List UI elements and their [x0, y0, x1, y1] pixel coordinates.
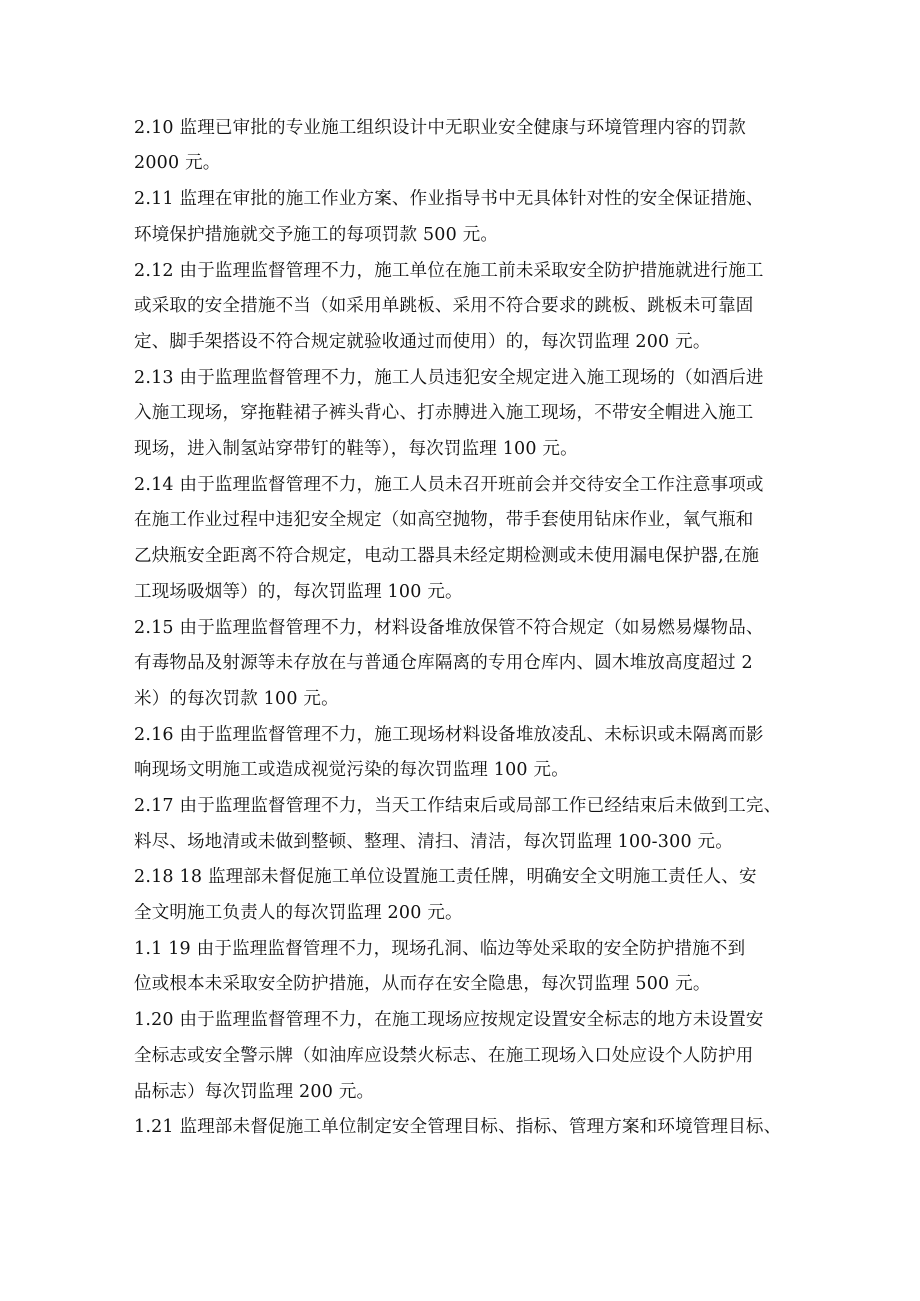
text-line: 或采取的安全措施不当（如采用单跳板、采用不符合要求的跳板、跳板未可靠固	[134, 296, 754, 316]
text-line: 1.1 19 由于监理监督管理不力，现场孔洞、临边等处采取的安全防护措施不到	[134, 939, 746, 959]
text-line: 2.15 由于监理监督管理不力，材料设备堆放保管不符合规定（如易燃易爆物品、	[134, 618, 764, 638]
text-line: 2.14 由于监理监督管理不力，施工人员未召开班前会并交待安全工作注意事项或	[134, 475, 764, 495]
text-line: 1.21 监理部未督促施工单位制定安全管理目标、指标、管理方案和环境管理目标、	[134, 1117, 782, 1137]
text-line: 乙炔瓶安全距离不符合规定，电动工器具未经定期检测或未使用漏电保护器,在施	[134, 546, 760, 566]
text-line: 环境保护措施就交予施工的每项罚款 500 元。	[134, 225, 499, 245]
text-line: 在施工作业过程中违犯安全规定（如高空抛物，带手套使用钻床作业，氧气瓶和	[134, 510, 754, 530]
text-line: 2.17 由于监理监督管理不力，当天工作结束后或局部工作已经结束后未做到工完、	[134, 796, 782, 816]
text-line: 全文明施工负责人的每次罚监理 200 元。	[134, 903, 463, 923]
text-line: 2.12 由于监理监督管理不力，施工单位在施工前未采取安全防护措施就进行施工	[134, 261, 764, 281]
text-line: 米）的每次罚款 100 元。	[134, 689, 339, 709]
text-line: 定、脚手架搭设不符合规定就验收通过而使用）的，每次罚监理 200 元。	[134, 332, 711, 352]
text-line: 2.10 监理已审批的专业施工组织设计中无职业安全健康与环境管理内容的罚款	[134, 118, 746, 138]
text-line: 有毒物品及射源等未存放在与普通仓库隔离的专用仓库内、圆木堆放高度超过 2	[134, 653, 753, 673]
text-line: 料尽、场地清或未做到整顿、整理、清扫、清洁，每次罚监理 100-300 元。	[134, 832, 733, 852]
text-line: 工现场吸烟等）的，每次罚监理 100 元。	[134, 582, 463, 602]
text-line: 2.18 18 监理部未督促施工单位设置施工责任牌，明确安全文明施工责任人、安	[134, 867, 757, 887]
text-line: 全标志或安全警示牌（如油库应设禁火标志、在施工现场入口处应设个人防护用	[134, 1046, 754, 1066]
text-line: 2.13 由于监理监督管理不力，施工人员违犯安全规定进入施工现场的（如酒后进	[134, 368, 764, 388]
text-line: 2.11 监理在审批的施工作业方案、作业指导书中无具体针对性的安全保证措施、	[134, 189, 764, 209]
text-line: 2.16 由于监理监督管理不力，施工现场材料设备堆放凌乱、未标识或未隔离而影	[134, 725, 764, 745]
text-line: 响现场文明施工或造成视觉污染的每次罚监理 100 元。	[134, 760, 569, 780]
text-line: 1.20 由于监理监督管理不力，在施工现场应按规定设置安全标志的地方未设置安	[134, 1010, 764, 1030]
text-line: 现场，进入制氢站穿带钉的鞋等），每次罚监理 100 元。	[134, 439, 578, 459]
text-line: 2000 元。	[134, 153, 221, 173]
text-line: 品标志）每次罚监理 200 元。	[134, 1082, 375, 1102]
text-line: 入施工现场，穿拖鞋裙子裤头背心、打赤膊进入施工现场，不带安全帽进入施工	[134, 403, 754, 423]
text-line: 位或根本未采取安全防护措施，从而存在安全隐患，每次罚监理 500 元。	[134, 974, 711, 994]
